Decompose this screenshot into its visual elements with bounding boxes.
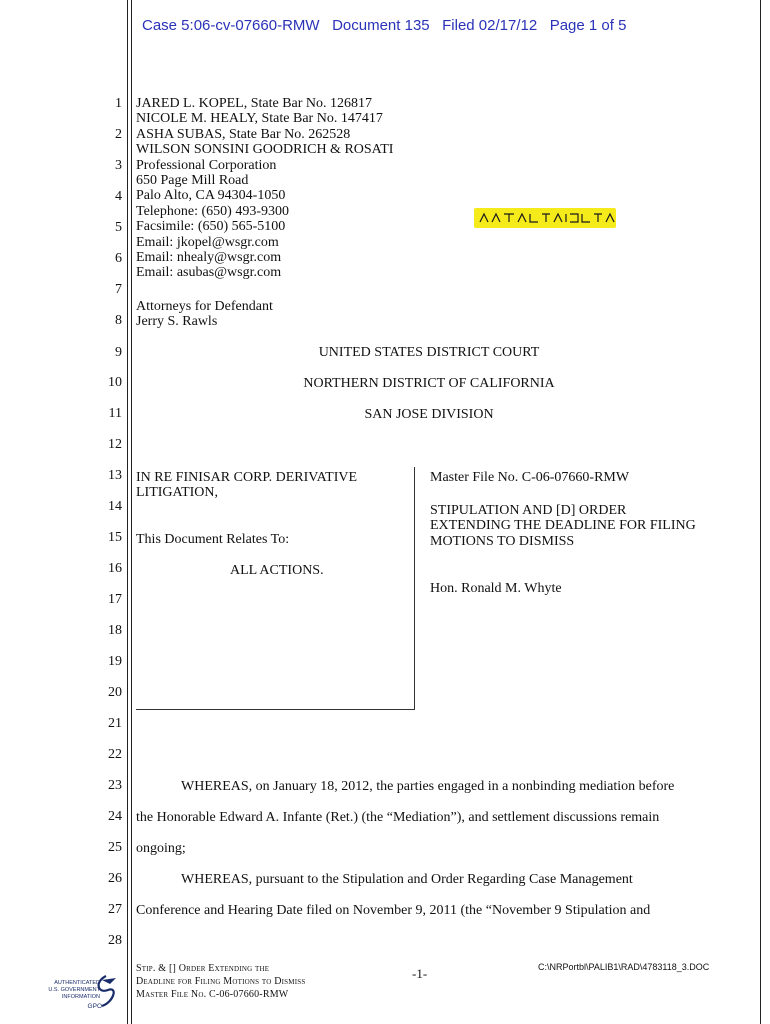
- right-margin-rule: [760, 0, 761, 1024]
- line-number: 7: [115, 282, 122, 297]
- line-number: 21: [108, 716, 122, 731]
- line-number: 8: [115, 313, 122, 328]
- judge-name: Hon. Ronald M. Whyte: [430, 581, 562, 596]
- line-number: 16: [108, 561, 122, 576]
- body-line: Conference and Hearing Date filed on November 9, 2011 (the “November 9 Stipulation and: [136, 903, 651, 918]
- counsel-line: JARED L. KOPEL, State Bar No. 126817: [136, 96, 373, 111]
- court-division: SAN JOSE DIVISION: [364, 407, 494, 422]
- gpo-mark: GPO: [87, 1003, 102, 1010]
- line-number: 14: [108, 499, 122, 514]
- footer-line: Stip. & [] Order Extending the: [136, 963, 270, 974]
- line-number: 4: [115, 189, 122, 204]
- line-number: 2: [115, 127, 122, 142]
- gpo-authenticated-seal-icon: [44, 972, 122, 1012]
- court-district: NORTHERN DISTRICT OF CALIFORNIA: [303, 376, 555, 391]
- gpo-line: INFORMATION: [61, 994, 100, 1000]
- footer-caption: [136, 962, 305, 1001]
- line-number: 20: [108, 685, 122, 700]
- line-number: 25: [108, 840, 122, 855]
- line-number: 5: [115, 220, 122, 235]
- line-number: 10: [108, 375, 122, 390]
- attorneys-for-block: [136, 299, 273, 330]
- master-file-number: Master File No. C-06-07660-RMW: [430, 470, 630, 485]
- line-number: 13: [108, 468, 122, 483]
- footer-line: Deadline for Filing Motions to Dismiss: [136, 976, 306, 987]
- line-number: 22: [108, 747, 122, 762]
- counsel-line: Email: jkopel@wsgr.com: [136, 234, 279, 250]
- line-number: 3: [115, 158, 122, 173]
- document-title-line: STIPULATION AND [D] ORDER: [430, 503, 627, 518]
- case-title-line: LITIGATION,: [136, 485, 219, 501]
- counsel-line: Professional Corporation: [136, 157, 277, 173]
- footer-line: Master File No. C-06-07660-RMW: [136, 989, 289, 1000]
- line-number: 9: [115, 345, 122, 360]
- caption-divider-horizontal: [136, 709, 415, 710]
- document-title-line: EXTENDING THE DEADLINE FOR FILING: [430, 518, 696, 534]
- counsel-line: 650 Page Mill Road: [136, 173, 249, 189]
- line-number: 28: [108, 933, 122, 948]
- counsel-line: Palo Alto, CA 94304-1050: [136, 188, 286, 204]
- line-number: 6: [115, 251, 122, 266]
- case-title: [136, 470, 357, 501]
- counsel-line: Telephone: (650) 493-9300: [136, 203, 289, 219]
- line-number: 15: [108, 530, 122, 545]
- relates-to: This Document Relates To:: [136, 532, 290, 547]
- document-title-line: MOTIONS TO DISMISS: [430, 533, 575, 549]
- body-line: the Honorable Edward A. Infante (Ret.) (the “Mediation”), and settlement discussions remain: [136, 810, 660, 825]
- counsel-line: Facsimile: (650) 565-5100: [136, 219, 286, 235]
- line-number: 27: [108, 902, 122, 917]
- attorneys-for-line: Attorneys for Defendant: [136, 299, 273, 314]
- case-title-line: IN RE FINISAR CORP. DERIVATIVE: [136, 470, 358, 485]
- body-line: WHEREAS, on January 18, 2012, the parties engaged in a nonbinding mediation before: [181, 779, 675, 794]
- line-number: 1: [115, 96, 122, 111]
- line-number: 12: [108, 437, 122, 452]
- counsel-line: Email: asubas@wsgr.com: [136, 265, 282, 281]
- left-margin-rule-inner: [131, 0, 132, 1024]
- attorneys-for-line: Jerry S. Rawls: [136, 314, 218, 330]
- line-number: 26: [108, 871, 122, 886]
- case-header-stamp: Case 5:06-cv-07660-RMW Document 135 Filed 02/17/12 Page 1 of 5: [142, 17, 627, 34]
- counsel-line: NICOLE M. HEALY, State Bar No. 147417: [136, 111, 383, 127]
- stamp-glyphs-icon: [474, 208, 616, 228]
- line-number: 19: [108, 654, 122, 669]
- line-number: 17: [108, 592, 122, 607]
- all-actions: ALL ACTIONS.: [230, 563, 324, 578]
- line-number: 11: [108, 406, 122, 421]
- line-number: 23: [108, 778, 122, 793]
- counsel-line: WILSON SONSINI GOODRICH & ROSATI: [136, 142, 394, 158]
- body-line: WHEREAS, pursuant to the Stipulation and Order Regarding Case Management: [181, 872, 633, 887]
- line-number: 24: [108, 809, 122, 824]
- document-title: [430, 503, 696, 549]
- body-line: ongoing;: [136, 841, 186, 856]
- page-number: -1-: [412, 966, 428, 981]
- counsel-block: [136, 96, 393, 281]
- left-margin-rule-outer: [127, 0, 128, 1024]
- counsel-line: Email: nhealy@wsgr.com: [136, 250, 282, 266]
- court-name: UNITED STATES DISTRICT COURT: [318, 345, 540, 360]
- gpo-line: AUTHENTICATED: [54, 980, 100, 986]
- highlighted-stamp-mark: [474, 208, 616, 228]
- counsel-line: ASHA SUBAS, State Bar No. 262528: [136, 126, 351, 142]
- eagle-head-icon: [102, 978, 116, 984]
- gpo-line: U.S. GOVERNMENT: [48, 987, 100, 993]
- line-number: 18: [108, 623, 122, 638]
- caption-divider-vertical: [414, 467, 415, 710]
- document-path: C:\NRPortbl\PALIB1\RAD\4783118_3.DOC: [538, 962, 710, 972]
